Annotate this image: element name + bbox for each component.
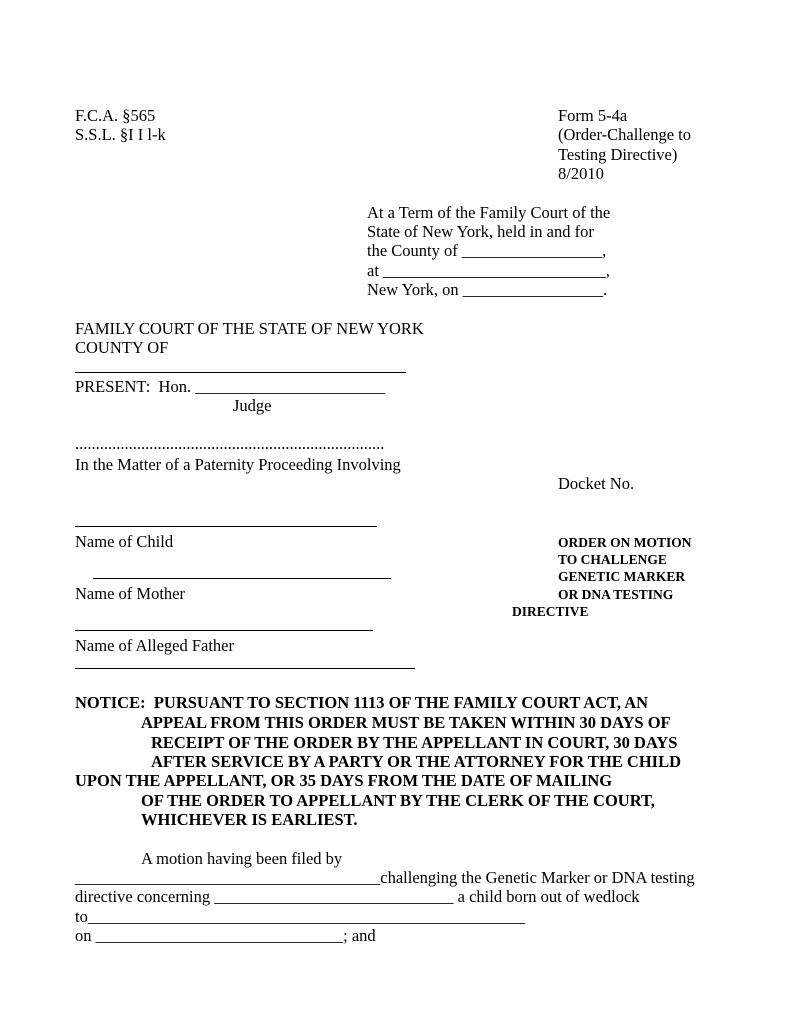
notice-line-6: OF THE ORDER TO APPELLANT BY THE CLERK OF THE COURT, bbox=[141, 791, 655, 810]
form-subtitle-line-1: (Order-Challenge to bbox=[558, 125, 691, 144]
father-name-label: Name of Alleged Father bbox=[75, 636, 234, 655]
order-title-line-2: TO CHALLENGE bbox=[558, 552, 667, 567]
notice-line-1: NOTICE: PURSUANT TO SECTION 1113 OF THE FAMILY COURT ACT, AN bbox=[75, 693, 649, 712]
term-new-york-line: New York, on _________________. bbox=[367, 280, 608, 299]
child-name-label: Name of Child bbox=[75, 532, 174, 551]
term-county-line: the County of _________________, bbox=[367, 241, 607, 260]
motion-filer-line: _____________________________________challenging the Genetic Marker or DNA testing bbox=[75, 868, 695, 887]
notice-line-4: AFTER SERVICE BY A PARTY OR THE ATTORNEY FOR THE CHILD bbox=[151, 752, 681, 771]
mother-name-line bbox=[93, 578, 391, 579]
court-name: FAMILY COURT OF THE STATE OF NEW YORK bbox=[75, 319, 424, 338]
county-label: COUNTY OF bbox=[75, 338, 169, 357]
motion-intro: A motion having been filed by bbox=[141, 849, 343, 868]
term-line-2: State of New York, held in and for bbox=[367, 222, 594, 241]
order-title-line-4: OR DNA TESTING bbox=[558, 587, 674, 602]
form-number: Form 5-4a bbox=[558, 106, 628, 125]
child-name-line bbox=[75, 526, 377, 527]
father-name-line bbox=[75, 630, 373, 631]
form-date: 8/2010 bbox=[558, 164, 604, 183]
form-subtitle-line-2: Testing Directive) bbox=[558, 145, 678, 164]
term-line-1: At a Term of the Family Court of the bbox=[367, 203, 611, 222]
statute-citation-fca: F.C.A. §565 bbox=[75, 106, 156, 125]
notice-line-5: UPON THE APPELLANT, OR 35 DAYS FROM THE DATE OF MAILING bbox=[75, 771, 613, 790]
judge-label: Judge bbox=[233, 396, 272, 415]
mother-name-label: Name of Mother bbox=[75, 584, 185, 603]
county-signature-line bbox=[75, 372, 406, 373]
notice-line-2: APPEAL FROM THIS ORDER MUST BE TAKEN WITHIN 30 DAYS OF bbox=[141, 713, 671, 732]
docket-number-label: Docket No. bbox=[558, 474, 635, 493]
order-title-line-5: DIRECTIVE bbox=[512, 604, 589, 619]
to-line: to_____________________________________________________ bbox=[75, 907, 526, 926]
dotted-separator: ........................................................................... bbox=[75, 434, 385, 453]
order-title-line-3: GENETIC MARKER bbox=[558, 569, 686, 584]
term-at-line: at ___________________________, bbox=[367, 261, 610, 280]
statute-citation-ssl: S.S.L. §I I l-k bbox=[75, 125, 166, 144]
parties-end-line bbox=[75, 668, 415, 669]
matter-heading: In the Matter of a Paternity Proceeding Involving bbox=[75, 455, 401, 474]
notice-line-7: WHICHEVER IS EARLIEST. bbox=[141, 810, 358, 829]
order-title-line-1: ORDER ON MOTION bbox=[558, 535, 692, 550]
notice-line-3: RECEIPT OF THE ORDER BY THE APPELLANT IN COURT, 30 DAYS bbox=[151, 733, 678, 752]
directive-concerning-line: directive concerning _____________________________ a child born out of wedlock bbox=[75, 887, 640, 906]
on-date-line: on ______________________________; and bbox=[75, 926, 376, 945]
present-line: PRESENT: Hon. _______________________ bbox=[75, 377, 385, 396]
